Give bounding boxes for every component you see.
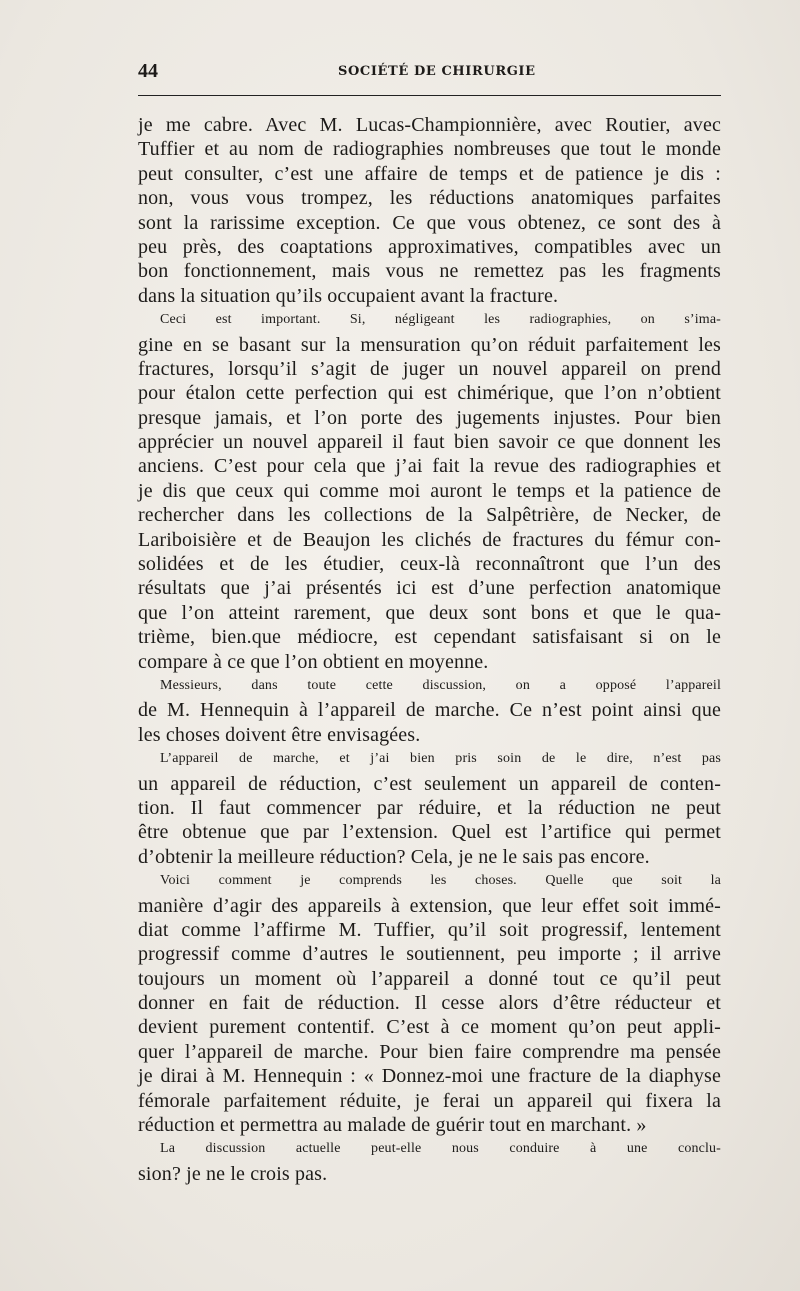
text-line: Voici comment je comprends les choses. Quelle que soit la — [160, 873, 721, 889]
text-line: compare à ce que l’on obtient en moyenne. — [138, 650, 489, 673]
text-line: diat comme l’affirme M. Tuffier, qu’il soit progressif, lentement — [138, 918, 721, 941]
text-line: sont la rarissime exception. Ce que vous obtenez, ce sont des à — [138, 211, 721, 234]
paragraph — [138, 674, 721, 747]
text-line: tion. Il faut commencer par réduire, et la réduction ne peut — [138, 796, 721, 819]
text-line: La discussion actuelle peut-elle nous conduire à une conclu- — [160, 1141, 721, 1157]
text-line: résultats que j’ai présentés ici est d’une perfection anatomique — [138, 577, 721, 600]
text-line: de M. Hennequin à l’appareil de marche. Ce n’est point ainsi que — [138, 699, 721, 722]
text-line: peu près, des coaptations approximatives, compatibles avec un — [138, 235, 721, 258]
text-line: donner en fait de réduction. Il cesse alors d’être réducteur et — [138, 992, 721, 1015]
text-line: les choses doivent être envisagées. — [138, 723, 421, 746]
text-line: fémorale parfaitement réduite, je ferai un appareil qui fixera la — [138, 1089, 721, 1112]
text-line: je dis que ceux qui comme moi auront le temps et la patience de — [138, 479, 721, 502]
text-line: un appareil de réduction, c’est seulement un appareil de conten- — [138, 772, 721, 795]
text-line: non, vous vous trompez, les réductions anatomiques parfaites — [138, 187, 721, 210]
text-line: L’appareil de marche, et j’ai bien pris soin de le dire, n’est pas — [160, 751, 721, 767]
text-line: peut consulter, c’est une affaire de temps et de patience je dis : — [138, 162, 721, 185]
text-line: presque jamais, et l’on porte des jugements injustes. Pour bien — [138, 406, 721, 429]
page-number: 44 — [138, 60, 158, 82]
text-line: réduction et permettra au malade de guérir tout en marchant. » — [138, 1114, 647, 1137]
text-line: dans la situation qu’ils occupaient avant la fracture. — [138, 284, 559, 307]
text-line: que l’on atteint rarement, que deux sont bons et que le qua- — [138, 601, 721, 624]
text-line: devient purement contentif. C’est à ce moment qu’on peut appli- — [138, 1016, 721, 1039]
running-title: SOCIÉTÉ DE CHIRURGIE — [338, 64, 536, 79]
text-line: Tuffier et au nom de radiographies nombreuses que tout le monde — [138, 138, 721, 161]
paragraph — [138, 113, 721, 308]
text-line: Lariboisière et de Beaujon les clichés de fractures du fémur con- — [138, 528, 721, 551]
text-line: quer l’appareil de marche. Pour bien faire comprendre ma pensée — [138, 1040, 721, 1063]
text-line: fractures, lorsqu’il s’agit de juger un nouvel appareil on prend — [138, 357, 721, 380]
text-line: solidées et de les étudier, ceux-là reconnaîtront que l’un des — [138, 553, 721, 576]
text-line: être obtenue que par l’extension. Quel est l’artifice qui permet — [138, 821, 721, 844]
paragraph — [138, 308, 721, 674]
text-line: pour étalon cette perfection qui est chimérique, que l’on n’obtient — [138, 382, 721, 405]
paragraph — [138, 869, 721, 1137]
text-line: je dirai à M. Hennequin : « Donnez-moi une fracture de la diaphyse — [138, 1065, 721, 1088]
text-line: trième, bien.que médiocre, est cependant satisfaisant si on le — [138, 626, 721, 649]
text-line: Ceci est important. Si, négligeant les radiographies, on s’ima- — [160, 312, 721, 328]
text-line: manière d’agir des appareils à extension, que leur effet soit immé- — [138, 894, 721, 917]
paragraph — [138, 1137, 721, 1186]
text-line: gine en se basant sur la mensuration qu’on réduit parfaitement les — [138, 333, 721, 356]
text-line: je me cabre. Avec M. Lucas-Championnière, avec Routier, avec — [138, 114, 721, 136]
text-line: sion? je ne le crois pas. — [138, 1162, 328, 1185]
header-rule — [138, 95, 721, 96]
text-line: rechercher dans les collections de la Salpêtrière, de Necker, de — [138, 504, 721, 527]
paragraph — [138, 747, 721, 869]
text-line: Messieurs, dans toute cette discussion, on a opposé l’appareil — [160, 677, 721, 693]
text-line: d’obtenir la meilleure réduction? Cela, je ne le sais pas encore. — [138, 845, 650, 868]
text-line: progressif comme d’autres le soutiennent, peu importe ; il arrive — [138, 943, 721, 966]
body-text — [138, 113, 721, 1186]
running-head — [138, 60, 721, 84]
text-line: anciens. C’est pour cela que j’ai fait la revue des radiographies et — [138, 455, 721, 478]
text-line: apprécier un nouvel appareil il faut bien savoir ce que donnent les — [138, 431, 721, 454]
text-line: toujours un moment où l’appareil a donné tout ce qu’il peut — [138, 967, 721, 990]
text-line: bon fonctionnement, mais vous ne remettez pas les fragments — [138, 260, 721, 283]
